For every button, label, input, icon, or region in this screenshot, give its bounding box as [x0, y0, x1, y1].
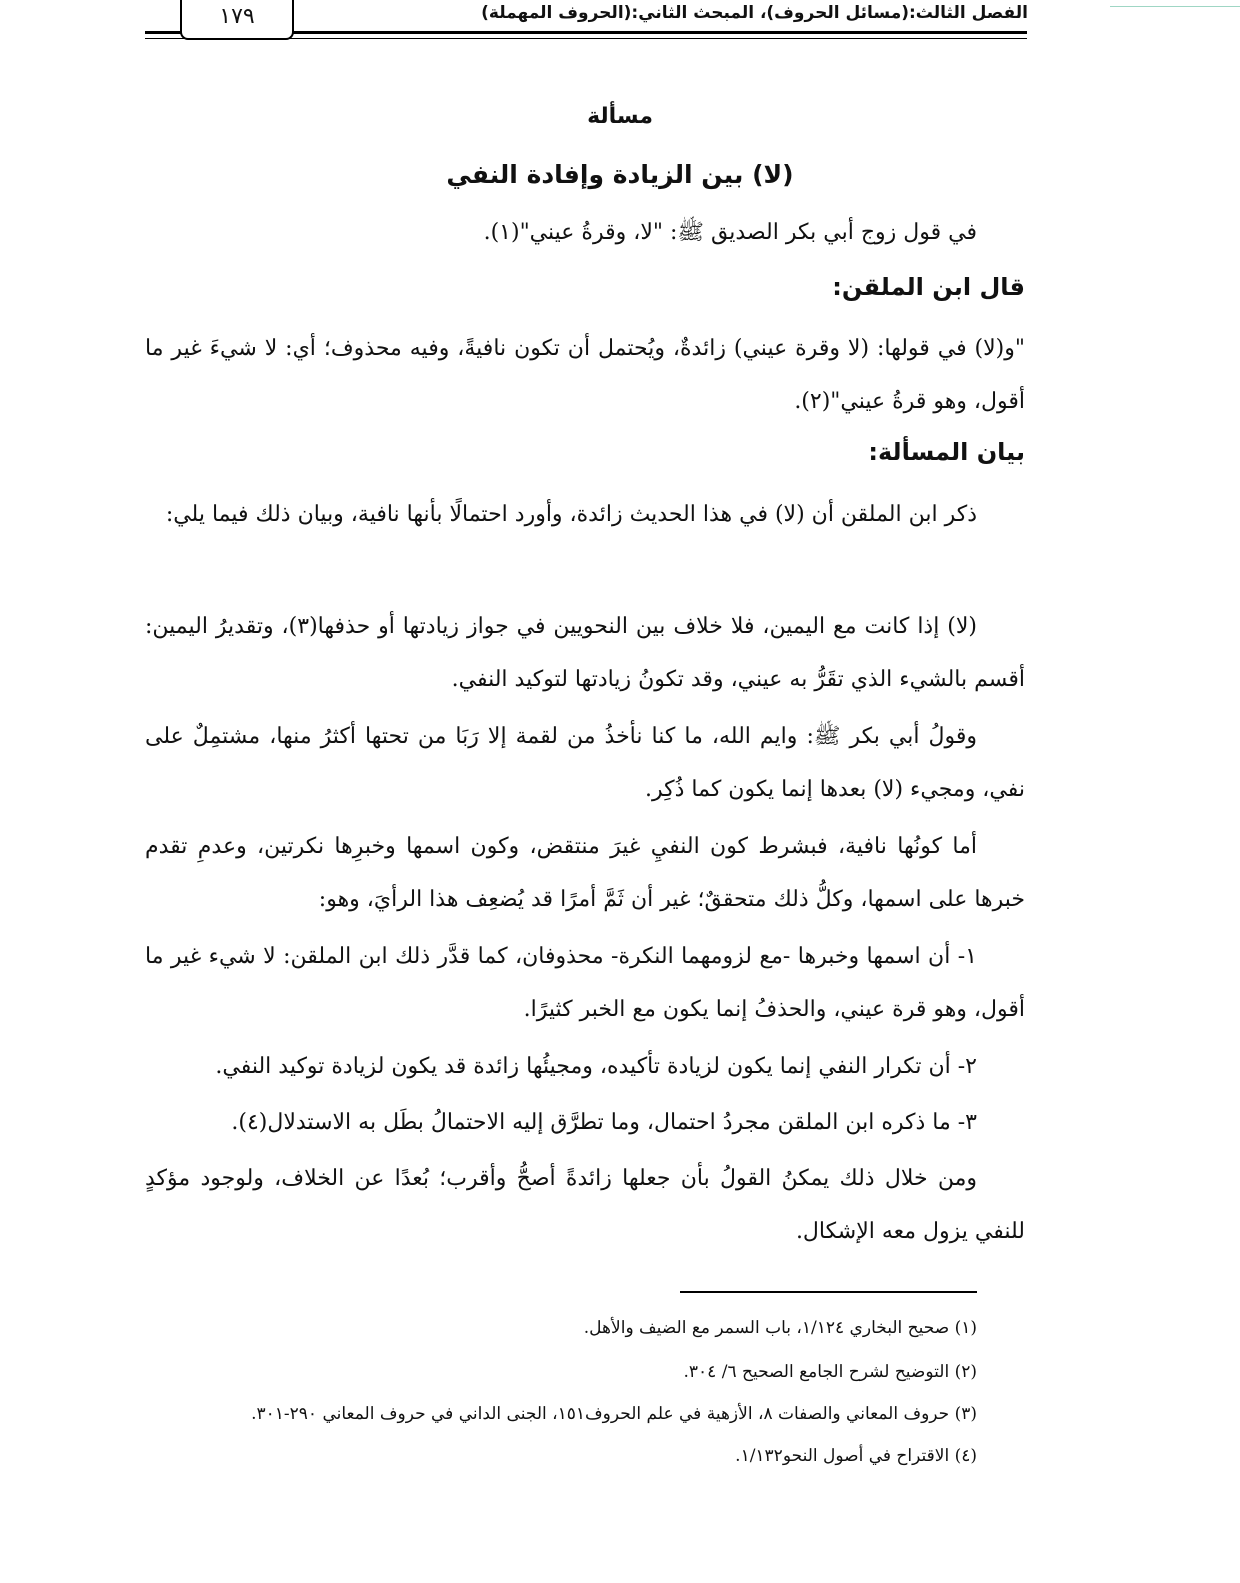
corner-mark — [1110, 0, 1240, 7]
quote-label: قال ابن الملقن: — [832, 273, 1025, 301]
paragraph-7: ٣- ما ذكره ابن الملقن مجردُ احتمال، وما تطرَّق إليه الاحتمالُ بطَل به الاستدلال(٤). — [231, 1110, 977, 1135]
running-header-title: الفصل الثالث:(مسائل الحروف)، المبحث الثاني:(الحروف المهملة) — [481, 3, 1028, 23]
footnote-3: (٣) حروف المعاني والصفات ٨، الأزهية في علم الحروف١٥١، الجنى الداني في حروف المعاني ٢٩٠-٣٠١. — [251, 1404, 977, 1424]
paragraph-2: (لا) إذا كانت مع اليمين، فلا خلاف بين النحويين في جواز زيادتها أو حذفها(٣)، وتقديرُ اليمين: أقسم بالشيء الذي تقَرُّ به عيني، وقد تكونُ زيادتها لتوكيد النفي. — [145, 614, 1025, 692]
paragraph-5: ١- أن اسمها وخبرها -مع لزومهما النكرة- محذوفان، كما قدَّر ذلك ابن الملقن: لا شيء غير ما أقول، وهو قرة عيني، والحذفُ إنما يكون مع الخبر كثيرًا. — [145, 944, 1025, 1022]
footnote-separator — [680, 1291, 977, 1293]
section-label: مسألة — [587, 104, 653, 129]
paragraph-8: ومن خلال ذلك يمكنُ القولُ بأن جعلها زائدةً أصحُّ وأقرب؛ بُعدًا عن الخلاف، ولوجود مؤكدٍ للنفي يزول معه الإشكال. — [145, 1166, 1025, 1244]
quote-paragraph: "و(لا) في قولها: (لا وقرة عيني) زائدةٌ، ويُحتمل أن تكون نافيةً، وفيه محذوف؛ أي: لا شيءَ غير ما أقول، وهو قرةُ عيني"(٢). — [145, 336, 1025, 414]
explain-label: بيان المسألة: — [868, 438, 1025, 466]
footnote-4: (٤) الاقتراح في أصول النحو١/١٣٢. — [735, 1446, 977, 1466]
paragraph-4: أما كونُها نافية، فبشرط كون النفيِ غيرَ منتقض، وكون اسمها وخبرِها نكرتين، وعدمِ تقدم خبرها على اسمها، وكلُّ ذلك متحققٌ؛ غير أن ثَمَّ أمرًا قد يُضعِف هذا الرأيَ، وهو: — [145, 834, 1025, 912]
footnote-1: (١) صحيح البخاري ١/١٢٤، باب السمر مع الضيف والأهل. — [583, 1318, 977, 1338]
paragraph-6: ٢- أن تكرار النفي إنما يكون لزيادة تأكيده، ومجيئُها زائدة قد يكون لزيادة توكيد النفي. — [215, 1054, 977, 1079]
paragraph-1: ذكر ابن الملقن أن (لا) في هذا الحديث زائدة، وأورد احتمالًا بأنها نافية، وبيان ذلك فيما يلي: — [165, 502, 977, 527]
footnote-2: (٢) التوضيح لشرح الجامع الصحيح ٦/ ٣٠٤. — [683, 1362, 977, 1382]
page-number: ١٧٩ — [180, 0, 294, 40]
intro-line: في قول زوج أبي بكر الصديق ﷺ: "لا، وقرةُ عيني"(١). — [483, 220, 977, 245]
paragraph-3: وقولُ أبي بكر ﷺ: وايم الله، ما كنا نأخذُ من لقمة إلا رَبَا من تحتها أكثرُ منها، مشتمِلٌ على نفي، ومجيء (لا) بعدها إنما يكون كما ذُكِر. — [145, 724, 1025, 802]
section-title: (لا) بين الزيادة وإفادة النفي — [446, 160, 794, 189]
